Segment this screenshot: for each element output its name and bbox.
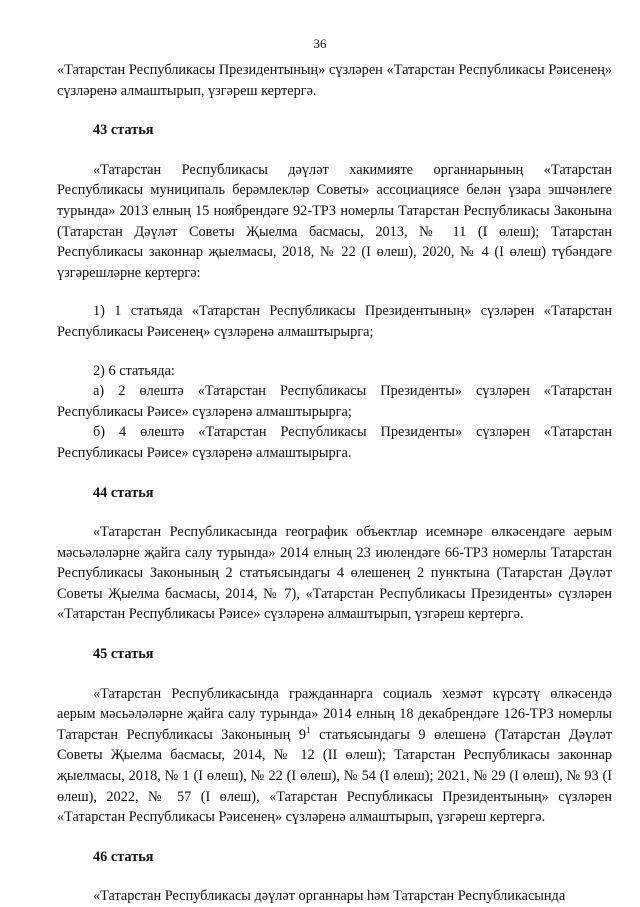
- article-44-text: «Татарстан Республикасында географик объектлар исемнәре өлкәсендәге аерым мәсьәләләрне җайга салу турында» 2014 елның 23 июлендәге 66-ТРЗ номерлы Татарстан Республикасы Законының 2 статьясындагы 4 өлешенең 2 пунктына (Татарстан Дәүләт Советы Җыелма басмасы, 2014, № 7), «Татарстан Республикасы Президенты» сүзләрен «Татарстан Республикасы Рәисе» сүзләренә алмаштырып, үзгәреш кертергә.: [57, 524, 612, 623]
- article-heading-44: 44 статья: [93, 484, 154, 501]
- superscript-1: 1: [306, 725, 311, 736]
- article-45-text-start: «Татарстан Республикасында гражданнарга социаль хезмәт күрсәтү өлкәсендә аерым мәсьәләләрне җайга салу турында» 2014 елның 18 декабрендәге 126-ТРЗ номерлы Татарстан Республикасы Законының 9: [57, 685, 612, 743]
- article-43-item-2b: б) 4 өлештә «Татарстан Республикасы Президенты» сүзләрен «Татарстан Республикасы Рәисе» сүзләренә алмаштырырга.: [57, 424, 612, 461]
- article-43-item-1: 1) 1 статьяда «Татарстан Республикасы Президентының» сүзләрен «Татарстан Республикасы Рәисенең» сүзләренә алмаштырырга;: [57, 303, 612, 340]
- article-46-text: «Татарстан Республикасы дәүләт органнары һәм Татарстан Республикасында: [93, 888, 566, 905]
- article-heading-43: 43 статья: [93, 122, 154, 139]
- page-number: 36: [313, 36, 327, 51]
- article-43-item-2a: а) 2 өлештә «Татарстан Республикасы Президенты» сүзләрен «Татарстан Республикасы Рәисе» сүзләренә алмаштырырга;: [57, 383, 612, 420]
- document-body: [57, 60, 612, 907]
- article-43-intro: «Татарстан Республикасы дәүләт хакимияте органнарының «Татарстан Республикасы муниципаль берәмлекләр Советы» ассоциациясе белән үзара эшчәнлеге турында» 2013 елның 15 ноябрендәге 92-ТРЗ номерлы Татарстан Республикасы Законына (Татарстан Дәүләт Советы Җыелма басмасы, 2013, № 11 (I өлеш); Татарстан Республикасы законнар җыелмасы, 2018, № 22 (I өлеш), 2020, № 4 (I өлеш) түбәндәге үзгәрешләрне кертергә:: [57, 161, 612, 281]
- article-heading-46: 46 статья: [93, 848, 154, 865]
- article-45-text-end: статьясындагы 9 өлешенә (Татарстан Дәүләт Советы Җыелма басмасы, 2014, № 12 (II өлеш); Татарстан Республикасы законнар җыелмасы, 2018, № 1 (I өлеш), № 22 (I өлеш), № 54 (I өлеш); 2021, № 29 (I өлеш), № 93 (I өлеш), 2022, № 57 (I өлеш), «Татарстан Республикасы Президентының» сүзләрен «Татарстан Республикасы Рәисенең» сүзләренә алмаштырып, үзгәреш кертергә.: [57, 726, 612, 826]
- article-heading-45: 45 статья: [93, 646, 154, 663]
- paragraph-carryover: «Татарстан Республикасы Президентының» сүзләрен «Татарстан Республикасы Рәисенең» сүзләренә алмаштырып, үзгәреш кертергә.: [57, 62, 612, 99]
- article-45-text: [57, 684, 612, 828]
- article-43-item-2: 2) 6 статьяда:: [93, 362, 175, 379]
